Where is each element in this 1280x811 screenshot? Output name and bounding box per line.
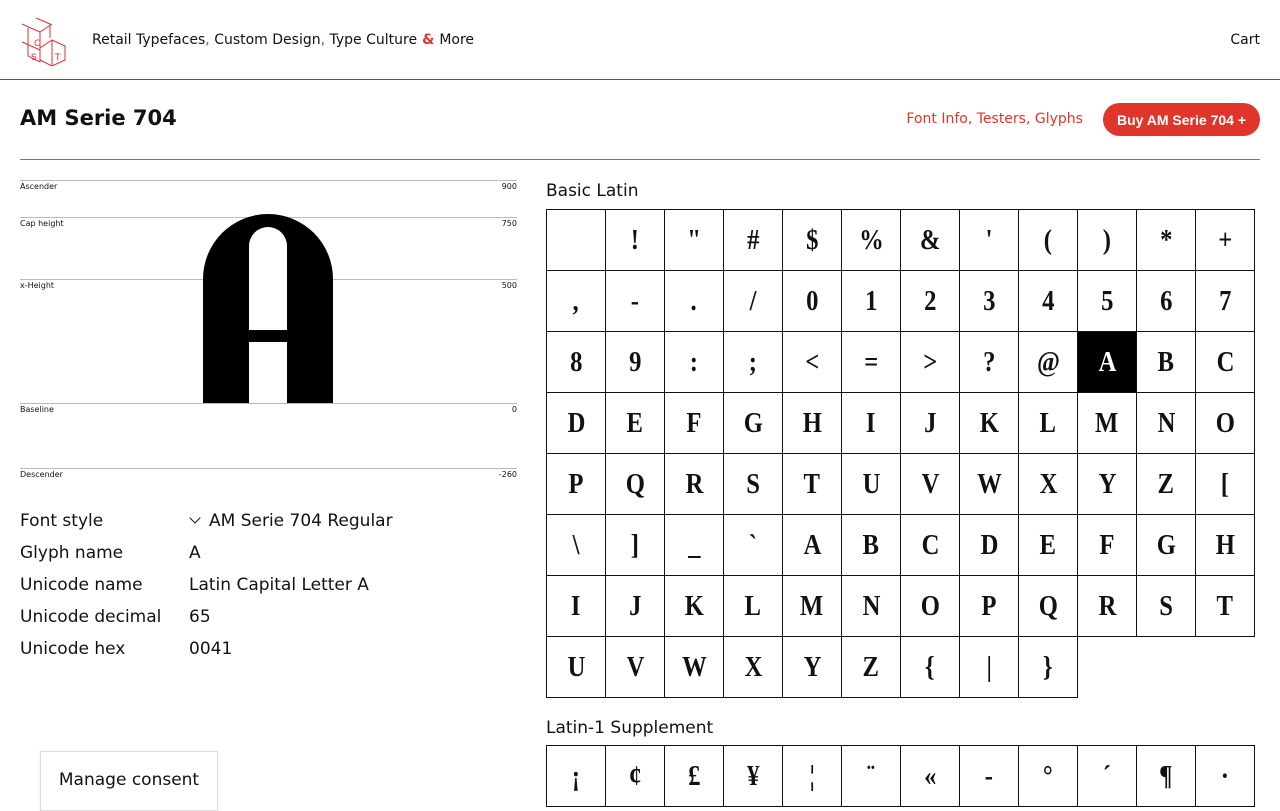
glyph-cell[interactable]: ¨ xyxy=(842,746,901,807)
glyph-cell[interactable]: 5 xyxy=(1078,271,1137,332)
glyph-cell[interactable]: Y xyxy=(1078,454,1137,515)
page-title: AM Serie 704 xyxy=(20,106,177,130)
glyph-cell[interactable]: N xyxy=(842,576,901,637)
glyph-cell[interactable]: | xyxy=(960,637,1019,698)
glyph-cell[interactable]: 3 xyxy=(960,271,1019,332)
glyph-cell[interactable]: B xyxy=(1137,332,1196,393)
font-subnav: Font Info, Testers, Glyphs xyxy=(906,111,1083,127)
glyph-cell[interactable]: , xyxy=(547,271,606,332)
unicode-decimal-value: 65 xyxy=(189,607,211,627)
glyph-cell[interactable]: ( xyxy=(1019,210,1078,271)
glyph-cell[interactable]: C xyxy=(1196,332,1255,393)
glyph-cell[interactable]: L xyxy=(1019,393,1078,454)
chevron-down-icon xyxy=(189,512,200,523)
glyph-cell[interactable]: M xyxy=(1078,393,1137,454)
metric-x-height: x-Height 500 xyxy=(20,281,517,290)
svg-text:S: S xyxy=(31,52,37,63)
manage-consent-button[interactable]: Manage consent xyxy=(40,751,218,811)
glyph-cell[interactable]: 8 xyxy=(547,332,606,393)
link-font-info[interactable]: Font Info xyxy=(906,111,968,127)
glyph-cell[interactable]: ¡ xyxy=(547,746,606,807)
glyph-cell[interactable]: E xyxy=(606,393,665,454)
glyph-cell[interactable]: $ xyxy=(783,210,842,271)
glyph-cell[interactable]: / xyxy=(724,271,783,332)
glyph-cell[interactable]: = xyxy=(842,332,901,393)
metric-ascender: Ascender 900 xyxy=(20,182,517,191)
unicode-name-label: Unicode name xyxy=(20,575,143,595)
nav-more[interactable]: More xyxy=(439,31,475,48)
glyph-cell[interactable]: Y xyxy=(783,637,842,698)
glyph-cell[interactable]: ` xyxy=(724,515,783,576)
glyph-cell[interactable]: & xyxy=(901,210,960,271)
nav-separator: , xyxy=(320,31,326,48)
cart-link[interactable]: Cart xyxy=(1230,31,1260,48)
glyph-cell[interactable]: ' xyxy=(960,210,1019,271)
glyph-cell[interactable]: ? xyxy=(960,332,1019,393)
glyph-cell[interactable]: \ xyxy=(547,515,606,576)
glyph-cell[interactable]: W xyxy=(960,454,1019,515)
glyph-cell[interactable]: Z xyxy=(1137,454,1196,515)
glyph-cell[interactable]: O xyxy=(1196,393,1255,454)
font-style-select[interactable]: AM Serie 704 Regular xyxy=(189,511,393,531)
glyph-cell[interactable]: H xyxy=(1196,515,1255,576)
glyph-cell[interactable]: R xyxy=(1078,576,1137,637)
svg-text:T: T xyxy=(55,52,61,63)
metric-baseline: Baseline 0 xyxy=(20,405,517,414)
glyph-cell[interactable]: 6 xyxy=(1137,271,1196,332)
link-testers[interactable]: Testers xyxy=(976,111,1026,127)
unicode-hex-label: Unicode hex xyxy=(20,639,126,659)
glyph-cell[interactable]: ¶ xyxy=(1137,746,1196,807)
unicode-hex-value: 0041 xyxy=(189,639,233,659)
nav-separator: , xyxy=(205,31,210,48)
link-glyphs[interactable]: Glyphs xyxy=(1034,111,1083,127)
glyph-cell[interactable]: K xyxy=(665,576,724,637)
glyph-cell[interactable]: # xyxy=(724,210,783,271)
glyph-cell[interactable]: T xyxy=(783,454,842,515)
glyph-cell[interactable]: ; xyxy=(724,332,783,393)
glyph-cell[interactable]: + xyxy=(1196,210,1255,271)
glyph-cell[interactable]: T xyxy=(1196,576,1255,637)
glyph-cell[interactable]: . xyxy=(665,271,724,332)
section-title-latin-1: Latin-1 Supplement xyxy=(546,718,714,738)
glyph-cell[interactable]: C xyxy=(901,515,960,576)
glyph-cell[interactable]: F xyxy=(1078,515,1137,576)
glyph-cell[interactable]: ¦ xyxy=(783,746,842,807)
glyph-cell[interactable]: Z xyxy=(842,637,901,698)
glyph-cell[interactable]: P xyxy=(960,576,1019,637)
font-style-label: Font style xyxy=(20,511,104,531)
glyph-cell[interactable]: ´ xyxy=(1078,746,1137,807)
glyph-info xyxy=(20,505,393,665)
glyph-cell[interactable]: V xyxy=(901,454,960,515)
glyph-cell[interactable] xyxy=(547,210,606,271)
font-title-bar xyxy=(20,100,1260,160)
glyph-cell[interactable]: } xyxy=(1019,637,1078,698)
glyph-name-value: A xyxy=(189,543,201,563)
glyph-grid-basic-latin xyxy=(546,209,1255,698)
nav-retail-typefaces[interactable]: Retail Typefaces xyxy=(92,31,206,48)
glyph-cell[interactable]: O xyxy=(901,576,960,637)
glyph-cell[interactable]: J xyxy=(901,393,960,454)
unicode-name-value: Latin Capital Letter A xyxy=(189,575,369,595)
glyph-cell[interactable]: < xyxy=(783,332,842,393)
buy-button[interactable]: Buy AM Serie 704 + xyxy=(1103,103,1260,136)
glyph-cell[interactable]: - xyxy=(606,271,665,332)
glyph-cell[interactable]: F xyxy=(665,393,724,454)
glyph-cell[interactable]: N xyxy=(1137,393,1196,454)
glyph-cell[interactable]: ) xyxy=(1078,210,1137,271)
nav-custom-design[interactable]: Custom Design xyxy=(214,31,321,48)
glyph-cell[interactable]: I xyxy=(842,393,901,454)
glyph-cell[interactable]: [ xyxy=(1196,454,1255,515)
glyph-cell[interactable]: · xyxy=(1196,746,1255,807)
glyph-cell[interactable]: G xyxy=(1137,515,1196,576)
glyph-cell[interactable]: * xyxy=(1137,210,1196,271)
glyph-cell[interactable]: A xyxy=(1078,332,1137,393)
glyph-cell[interactable]: @ xyxy=(1019,332,1078,393)
glyph-cell[interactable]: U xyxy=(547,637,606,698)
glyph-cell[interactable]: H xyxy=(783,393,842,454)
glyph-cell[interactable]: X xyxy=(724,637,783,698)
glyph-cell[interactable]: R xyxy=(665,454,724,515)
svg-text:C: C xyxy=(34,38,41,49)
glyph-cell[interactable]: 2 xyxy=(901,271,960,332)
glyph-cell[interactable]: G xyxy=(724,393,783,454)
glyph-cell[interactable]: 9 xyxy=(606,332,665,393)
section-title-basic-latin: Basic Latin xyxy=(546,181,639,201)
glyph-cell[interactable]: D xyxy=(547,393,606,454)
glyph-cell[interactable]: E xyxy=(1019,515,1078,576)
glyph-cell[interactable]: 1 xyxy=(842,271,901,332)
glyph-cell[interactable]: I xyxy=(547,576,606,637)
glyph-cell[interactable]: > xyxy=(901,332,960,393)
glyph-cell[interactable]: W xyxy=(665,637,724,698)
glyph-cell[interactable]: Q xyxy=(1019,576,1078,637)
metric-descender: Descender -260 xyxy=(20,470,517,479)
main-nav xyxy=(92,32,474,48)
glyph-cell[interactable]: S xyxy=(724,454,783,515)
glyph-cell[interactable]: % xyxy=(842,210,901,271)
glyph-cell[interactable]: { xyxy=(901,637,960,698)
site-header xyxy=(0,0,1280,80)
glyph-cell[interactable]: - xyxy=(960,746,1019,807)
glyph-preview-a xyxy=(203,214,333,403)
glyph-cell[interactable]: ! xyxy=(606,210,665,271)
unicode-decimal-label: Unicode decimal xyxy=(20,607,162,627)
glyph-cell[interactable]: K xyxy=(960,393,1019,454)
glyph-cell[interactable]: ° xyxy=(1019,746,1078,807)
glyph-cell[interactable]: D xyxy=(960,515,1019,576)
glyph-cell[interactable]: 7 xyxy=(1196,271,1255,332)
glyph-cell[interactable]: _ xyxy=(665,515,724,576)
glyph-grid-latin-1 xyxy=(546,745,1255,807)
glyph-cell[interactable]: « xyxy=(901,746,960,807)
glyph-cell[interactable]: 4 xyxy=(1019,271,1078,332)
glyph-cell[interactable]: : xyxy=(665,332,724,393)
glyph-cell[interactable]: U xyxy=(842,454,901,515)
glyph-cell[interactable]: Q xyxy=(606,454,665,515)
glyph-cell[interactable]: A xyxy=(783,515,842,576)
glyph-cell[interactable]: L xyxy=(724,576,783,637)
glyph-name-label: Glyph name xyxy=(20,543,124,563)
metric-cap-height: Cap height 750 xyxy=(20,219,517,228)
nav-type-culture[interactable]: Type Culture xyxy=(329,31,418,48)
glyph-cell[interactable]: " xyxy=(665,210,724,271)
nav-ampersand: & xyxy=(422,31,435,48)
glyph-cell[interactable]: X xyxy=(1019,454,1078,515)
glyph-cell[interactable]: B xyxy=(842,515,901,576)
glyph-cell[interactable]: ¢ xyxy=(606,746,665,807)
logo-icon[interactable] xyxy=(20,14,68,66)
glyph-cell[interactable]: £ xyxy=(665,746,724,807)
glyph-cell[interactable]: V xyxy=(606,637,665,698)
glyph-cell[interactable]: M xyxy=(783,576,842,637)
glyph-cell[interactable]: ¥ xyxy=(724,746,783,807)
glyph-cell[interactable]: J xyxy=(606,576,665,637)
glyph-cell[interactable]: ] xyxy=(606,515,665,576)
glyph-cell[interactable]: P xyxy=(547,454,606,515)
glyph-cell[interactable]: S xyxy=(1137,576,1196,637)
glyph-cell[interactable]: 0 xyxy=(783,271,842,332)
